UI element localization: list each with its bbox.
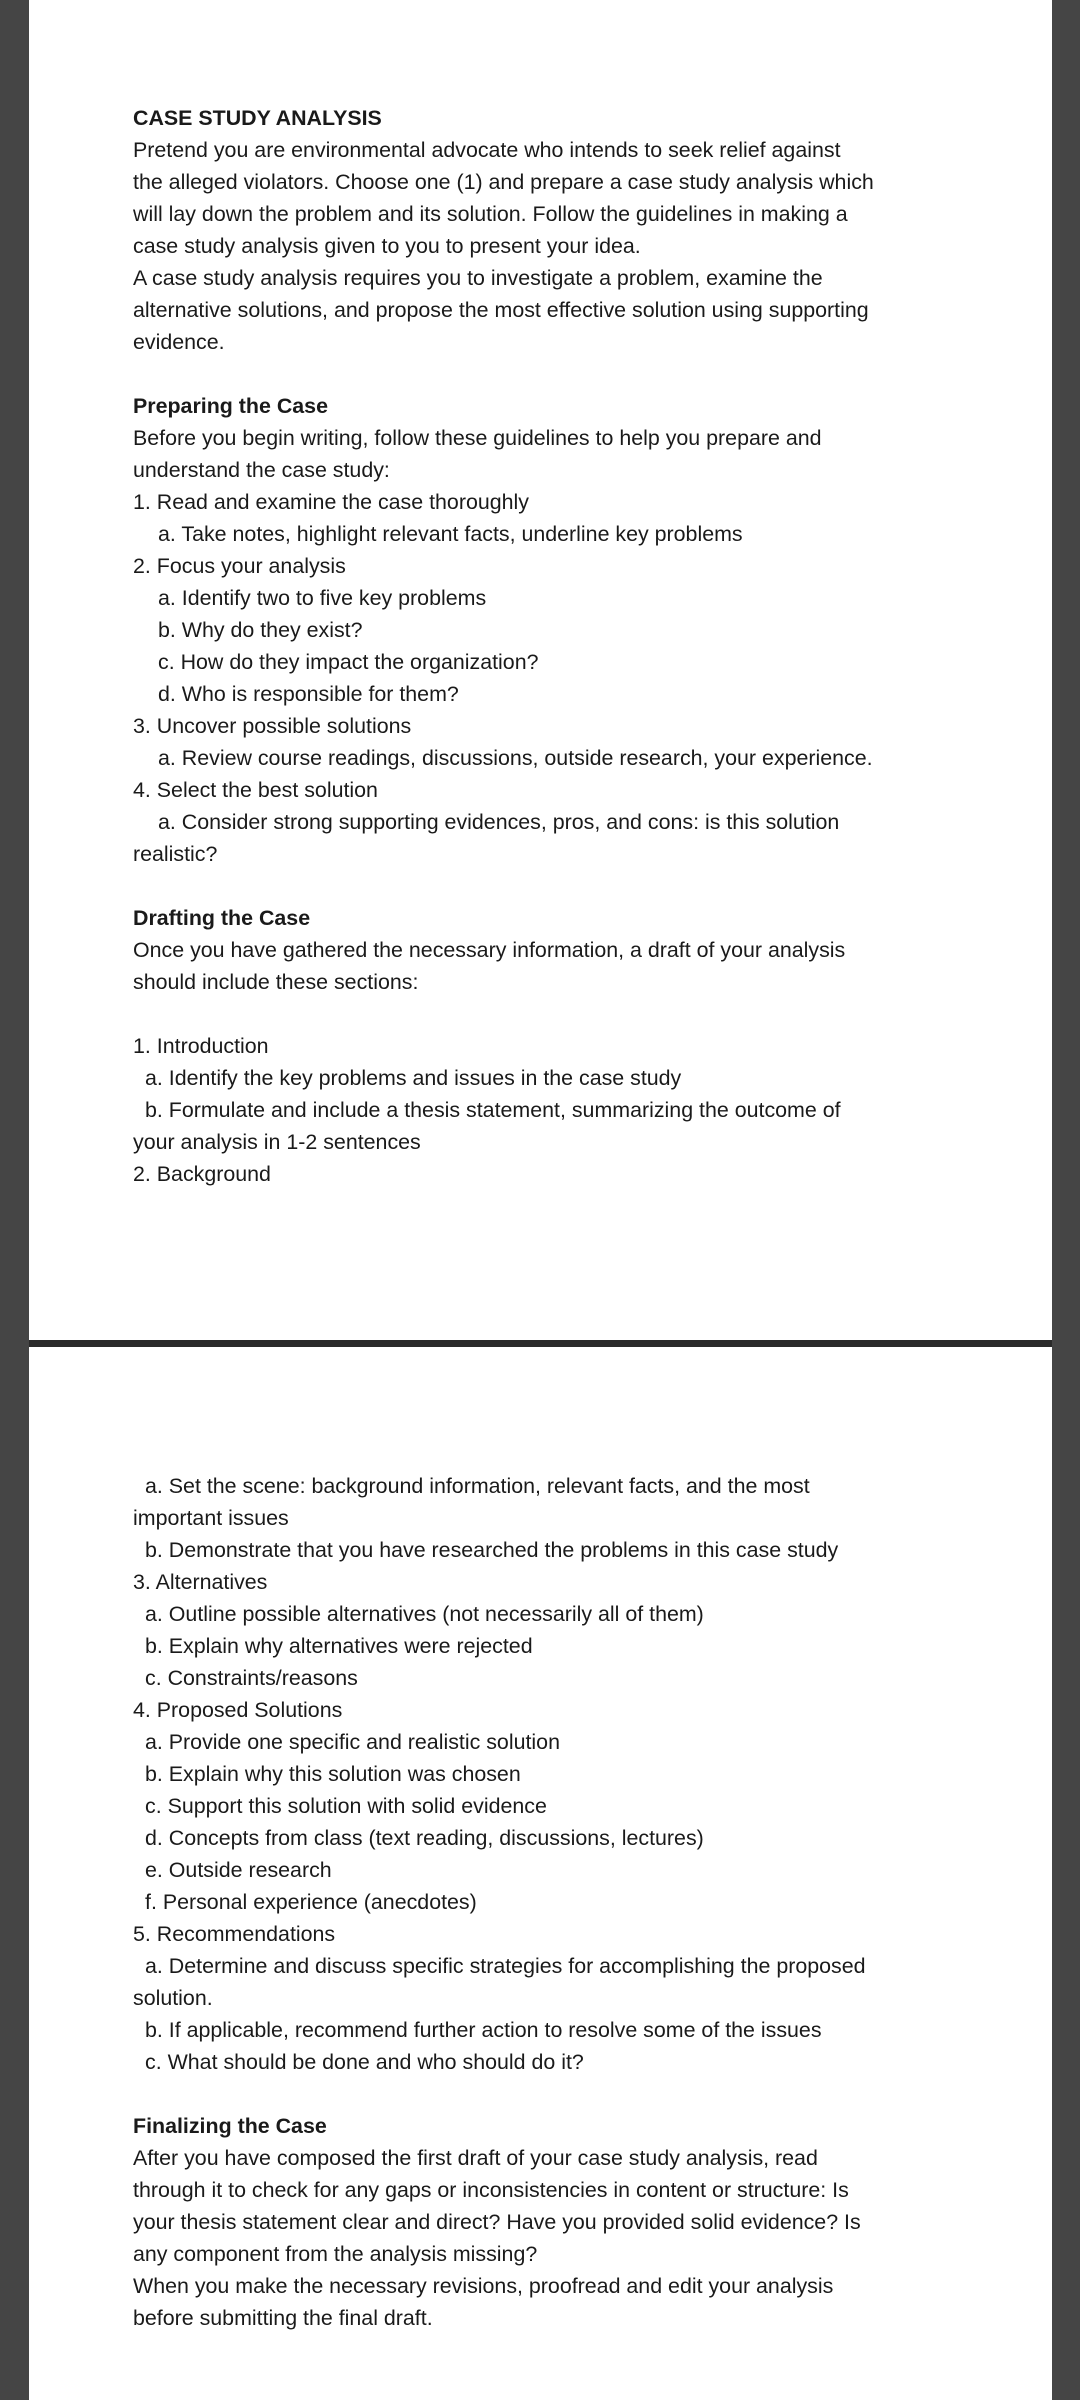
sub-list-item: b. Explain why alternatives were rejected xyxy=(145,1634,533,1658)
list-item: 2. Background xyxy=(133,1162,271,1186)
sub-list-item: b. Explain why this solution was chosen xyxy=(145,1762,521,1786)
sub-list-item: e. Outside research xyxy=(145,1858,332,1882)
sub-list-item: a. Set the scene: background information, relevant facts, and the most xyxy=(145,1474,810,1498)
sub-list-item: a. Take notes, highlight relevant facts, underline key problems xyxy=(158,522,743,546)
finalizing-line: through it to check for any gaps or inconsistencies in content or structure: Is xyxy=(133,2178,849,2202)
sub-list-item: c. How do they impact the organization? xyxy=(158,650,539,674)
preparing-heading: Preparing the Case xyxy=(133,394,328,418)
sub-list-item: a. Consider strong supporting evidences, pros, and cons: is this solution xyxy=(158,810,840,834)
sub-list-item-continuation: your analysis in 1-2 sentences xyxy=(133,1130,421,1154)
finalizing-heading: Finalizing the Case xyxy=(133,2114,327,2138)
sub-list-item: b. Why do they exist? xyxy=(158,618,363,642)
document-page-2 xyxy=(133,1470,953,2334)
preparing-lead: understand the case study: xyxy=(133,458,390,482)
finalizing-line: your thesis statement clear and direct? Have you provided solid evidence? Is xyxy=(133,2210,861,2234)
sub-list-item: b. Formulate and include a thesis statement, summarizing the outcome of xyxy=(145,1098,841,1122)
finalizing-line: After you have composed the first draft of your case study analysis, read xyxy=(133,2146,818,2170)
sub-list-item: d. Concepts from class (text reading, discussions, lectures) xyxy=(145,1826,704,1850)
list-item: 4. Proposed Solutions xyxy=(133,1698,343,1722)
intro-line: alternative solutions, and propose the most effective solution using supporting xyxy=(133,298,869,322)
sub-list-item: d. Who is responsible for them? xyxy=(158,682,459,706)
sub-list-item: c. What should be done and who should do it? xyxy=(145,2050,584,2074)
list-item: 1. Read and examine the case thoroughly xyxy=(133,490,529,514)
left-border xyxy=(0,0,29,2400)
preparing-lead: Before you begin writing, follow these guidelines to help you prepare and xyxy=(133,426,822,450)
finalizing-line: any component from the analysis missing? xyxy=(133,2242,538,2266)
intro-line: Pretend you are environmental advocate who intends to seek relief against xyxy=(133,138,841,162)
document-title: CASE STUDY ANALYSIS xyxy=(133,106,382,130)
document-page-1 xyxy=(133,102,953,1190)
sub-list-item: a. Provide one specific and realistic solution xyxy=(145,1730,560,1754)
sub-list-item: a. Review course readings, discussions, outside research, your experience. xyxy=(158,746,873,770)
page-divider xyxy=(29,1340,1052,1347)
intro-line: evidence. xyxy=(133,330,225,354)
intro-line: A case study analysis requires you to investigate a problem, examine the xyxy=(133,266,823,290)
sub-list-item: a. Identify two to five key problems xyxy=(158,586,487,610)
sub-list-item: c. Support this solution with solid evidence xyxy=(145,1794,547,1818)
finalizing-line: When you make the necessary revisions, proofread and edit your analysis xyxy=(133,2274,834,2298)
list-item: 3. Uncover possible solutions xyxy=(133,714,412,738)
list-item: 2. Focus your analysis xyxy=(133,554,346,578)
sub-list-item: a. Determine and discuss specific strategies for accomplishing the proposed xyxy=(145,1954,866,1978)
list-item: 4. Select the best solution xyxy=(133,778,378,802)
sub-list-item: f. Personal experience (anecdotes) xyxy=(145,1890,477,1914)
sub-list-item-continuation: important issues xyxy=(133,1506,289,1530)
finalizing-line: before submitting the final draft. xyxy=(133,2306,433,2330)
right-border xyxy=(1052,0,1080,2400)
intro-line: case study analysis given to you to present your idea. xyxy=(133,234,641,258)
intro-line: the alleged violators. Choose one (1) and prepare a case study analysis which xyxy=(133,170,874,194)
drafting-lead: should include these sections: xyxy=(133,970,419,994)
sub-list-item-continuation: solution. xyxy=(133,1986,213,2010)
sub-list-item: b. Demonstrate that you have researched the problems in this case study xyxy=(145,1538,839,1562)
intro-line: will lay down the problem and its solution. Follow the guidelines in making a xyxy=(133,202,848,226)
sub-list-item: c. Constraints/reasons xyxy=(145,1666,358,1690)
drafting-heading: Drafting the Case xyxy=(133,906,311,930)
sub-list-item: b. If applicable, recommend further action to resolve some of the issues xyxy=(145,2018,822,2042)
list-item: 1. Introduction xyxy=(133,1034,269,1058)
drafting-lead: Once you have gathered the necessary information, a draft of your analysis xyxy=(133,938,846,962)
sub-list-item: a. Outline possible alternatives (not necessarily all of them) xyxy=(145,1602,704,1626)
sub-list-item: a. Identify the key problems and issues in the case study xyxy=(145,1066,682,1090)
list-item: 5. Recommendations xyxy=(133,1922,336,1946)
list-item: 3. Alternatives xyxy=(133,1570,268,1594)
sub-list-item-continuation: realistic? xyxy=(133,842,218,866)
